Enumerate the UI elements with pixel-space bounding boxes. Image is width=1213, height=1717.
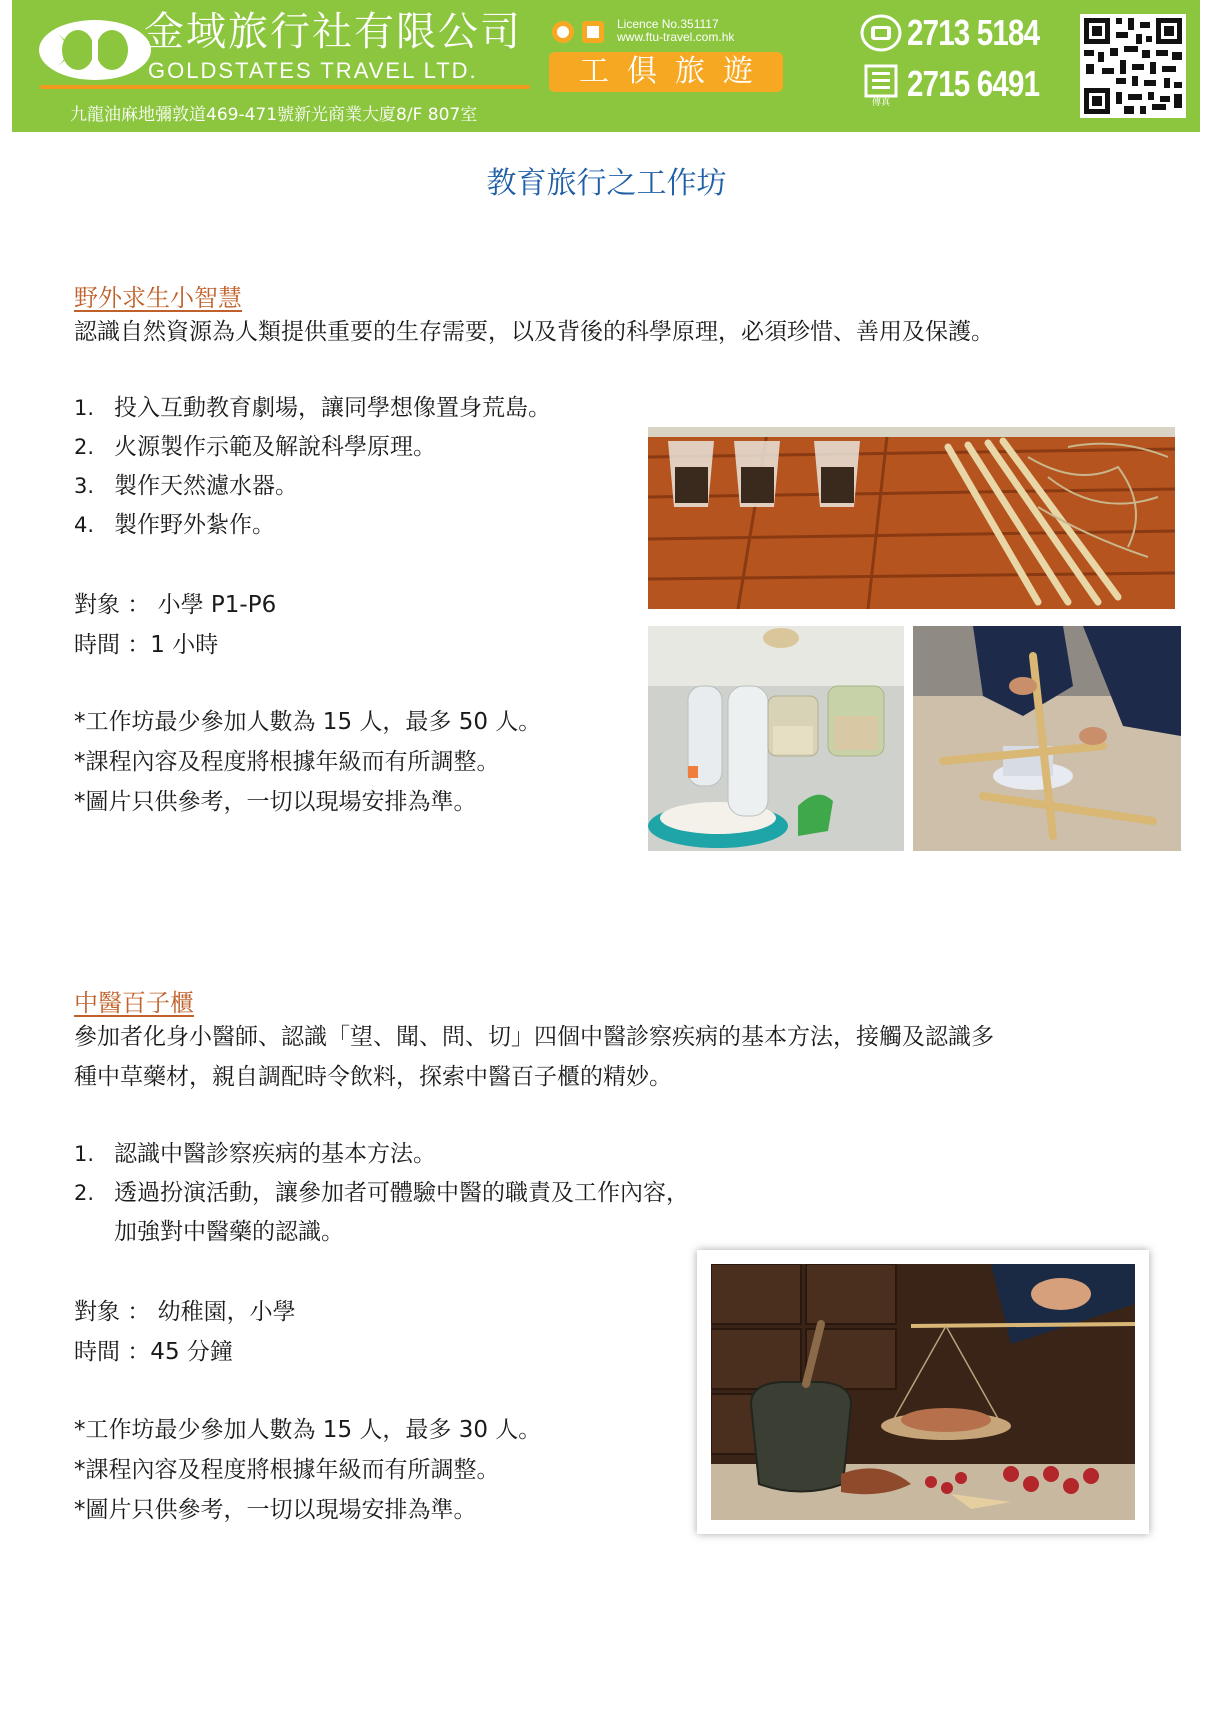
list-number: 2. [74, 1181, 95, 1205]
note-line: *圖片只供參考，一切以現場安排為準。 [74, 789, 477, 815]
licence-number: Licence No.351117 [617, 17, 719, 31]
list-text: 製作野外紮作。 [114, 512, 275, 538]
logo-underline [40, 85, 530, 89]
telephone-icon [860, 13, 902, 53]
target-duration-survival [74, 585, 276, 665]
phone-contact [860, 12, 1068, 56]
fax-icon [860, 62, 902, 106]
list-text: 認識中醫診察疾病的基本方法。 [114, 1141, 436, 1167]
section-intro-tcm [74, 1017, 1134, 1097]
list-number: 1. [74, 396, 95, 420]
qr-code-icon[interactable] [1080, 14, 1186, 118]
section-heading-tcm: 中醫百子櫃 [74, 989, 194, 1017]
fax-caption: 傳真 [871, 98, 891, 106]
website-link[interactable]: www.ftu-travel.com.hk [617, 30, 735, 44]
list-number: 1. [74, 1142, 95, 1166]
photo-water-filter [648, 626, 904, 851]
note-line: *工作坊最少參加人數為 15 人，最多 30 人。 [74, 1417, 542, 1443]
page-title: 教育旅行之工作坊 [486, 166, 727, 201]
brand-badge: 工俱旅遊 [549, 52, 783, 92]
list-text: 透過扮演活動，讓參加者可體驗中醫的職責及工作內容， [114, 1180, 689, 1206]
target-audience: 對象 ： 小學 P1-P6 [74, 592, 277, 618]
target-duration-tcm [74, 1292, 296, 1372]
notes-survival [74, 702, 541, 822]
activity-list-tcm [74, 1135, 689, 1252]
duration: 時間 ：45 分鐘 [74, 1339, 233, 1365]
company-address: 九龍油麻地彌敦道469-471號新光商業大廈8/F 807室 [70, 105, 478, 125]
notes-tcm [74, 1410, 541, 1530]
section-heading-survival: 野外求生小智慧 [74, 284, 242, 312]
list-text: 火源製作示範及解說科學原理。 [114, 434, 436, 460]
company-name-en: GOLDSTATES TRAVEL LTD. [148, 58, 478, 83]
note-line: *課程內容及程度將根據年級而有所調整。 [74, 1457, 500, 1483]
list-text: 投入互動教育劇場，讓同學想像置身荒島。 [114, 395, 551, 421]
note-line: *圖片只供參考，一切以現場安排為準。 [74, 1497, 477, 1523]
list-text-continued: 加強對中醫藥的認識。 [114, 1219, 344, 1245]
target-audience: 對象 ： 幼稚園，小學 [74, 1299, 296, 1325]
photo-tcm-scale [697, 1250, 1149, 1534]
note-line: *課程內容及程度將根據年級而有所調整。 [74, 749, 500, 775]
fax-number[interactable]: 2715 6491 [907, 63, 1040, 104]
list-item [74, 467, 551, 506]
phone-number[interactable]: 2713 5184 [907, 12, 1040, 53]
note-line: *工作坊最少參加人數為 15 人，最多 50 人。 [74, 709, 542, 735]
activity-list-survival [74, 389, 551, 545]
list-number: 2. [74, 435, 95, 459]
company-logo-icon [36, 14, 154, 86]
list-item [74, 1135, 689, 1174]
header-banner [12, 0, 1200, 132]
fax-contact [860, 62, 1068, 106]
union-badge-icon [550, 18, 610, 46]
list-item [74, 1174, 689, 1252]
photo-filter-cups-sticks [648, 427, 1175, 609]
list-item [74, 428, 551, 467]
licence-info [617, 18, 734, 44]
list-text: 製作天然濾水器。 [114, 473, 298, 499]
intro-line: 種中草藥材，親自調配時令飲料，探索中醫百子櫃的精妙。 [74, 1064, 672, 1090]
list-item [74, 506, 551, 545]
list-number: 4. [74, 513, 95, 537]
photo-lashing-structure [913, 626, 1181, 851]
duration: 時間 ：1 小時 [74, 632, 219, 658]
list-item [74, 389, 551, 428]
company-name-cn: 金域旅行社有限公司 [144, 9, 522, 55]
intro-line: 參加者化身小醫師、認識「望、聞、問、切」四個中醫診察疾病的基本方法，接觸及認識多 [74, 1024, 994, 1050]
list-number: 3. [74, 474, 95, 498]
section-intro-survival: 認識自然資源為人類提供重要的生存需要，以及背後的科學原理，必須珍惜、善用及保護。 [74, 319, 994, 345]
